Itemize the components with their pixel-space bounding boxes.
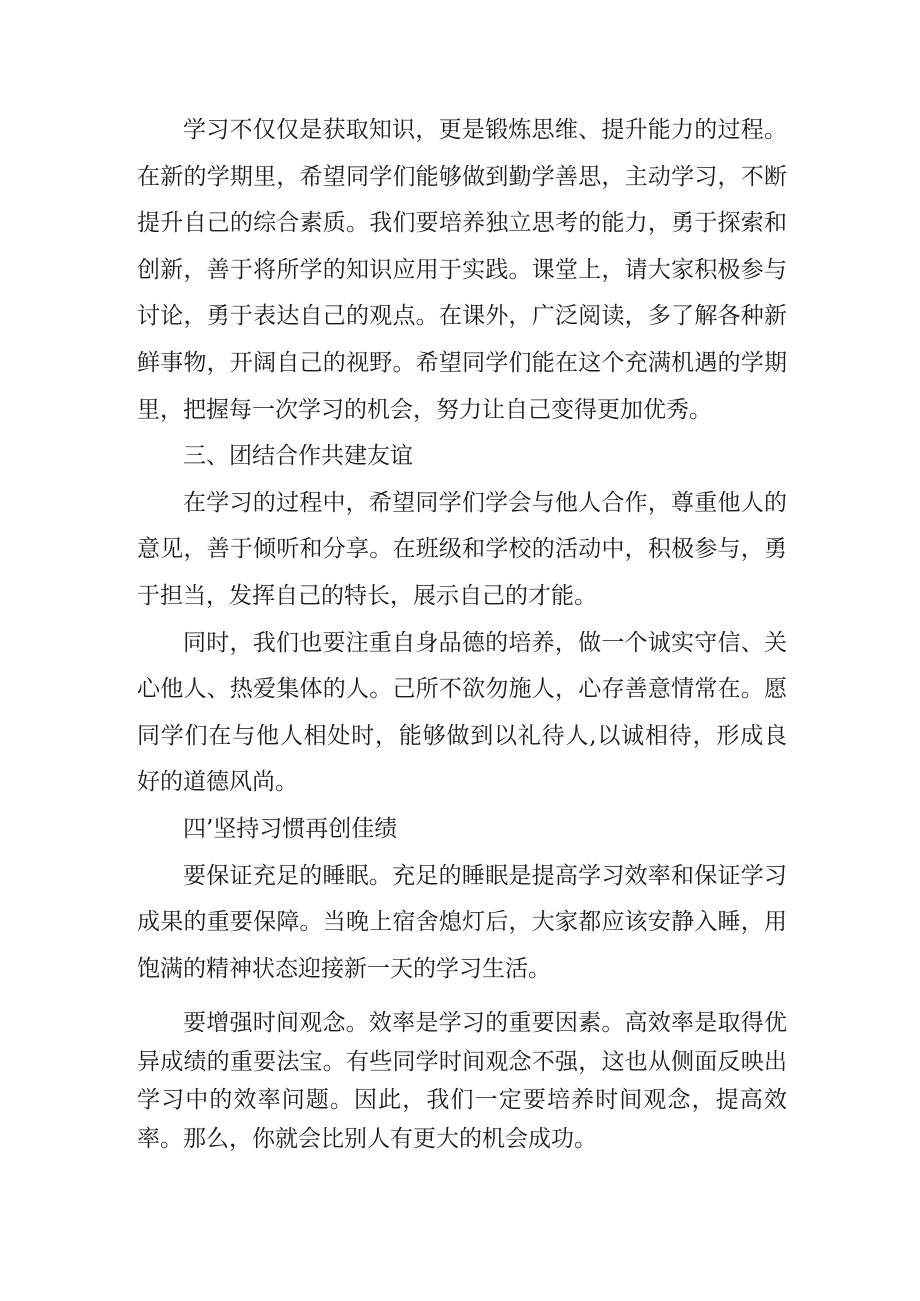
paragraph-cooperation: 在学习的过程中，希望同学们学会与他人合作，尊重他人的意见，善于倾听和分享。在班级和学校的活动中，积极参与，勇于担当，发挥自己的特长，展示自己的才能。 [137, 489, 787, 609]
paragraph-time: 要增强时间观念。效率是学习的重要因素。高效率是取得优异成绩的重要法宝。有些同学时间观念不强，这也从侧面反映出学习中的效率问题。因此，我们一定要培养时间观念，提高效率。那么，你就会比别人有更大的机会成功。 [137, 1010, 787, 1153]
section-heading-three: 三、团结合作共建友谊 [183, 443, 413, 470]
document-page [137, 107, 787, 1159]
section-heading-four: 四’坚持习惯再创佳绩 [183, 815, 398, 842]
paragraph-morality: 同时，我们也要注重自身品德的培养，做一个诚实守信、关心他人、热爱集体的人。己所不欲勿施人，心存善意情常在。愿同学们在与他人相处时，能够做到以礼待人,以诚相待，形成良好的道德风尚。 [137, 629, 787, 796]
paragraph-sleep: 要保证充足的睡眠。充足的睡眠是提高学习效率和保证学习成果的重要保障。当晚上宿舍熄灯后，大家都应该安静入睡，用饱满的精神状态迎接新一天的学习生活。 [137, 862, 787, 982]
paragraph-learning: 学习不仅仅是获取知识，更是锻炼思维、提升能力的过程。在新的学期里，希望同学们能够做到勤学善思，主动学习，不断提升自己的综合素质。我们要培养独立思考的能力，勇于探索和创新，善于将所学的知识应用于实践。课堂上，请大家积极参与讨论，勇于表达自己的观点。在课外，广泛阅读，多了解各种新鲜事物，开阔自己的视野。希望同学们能在这个充满机遇的学期里，把握每一次学习的机会，努力让自己变得更加优秀。 [137, 117, 787, 423]
